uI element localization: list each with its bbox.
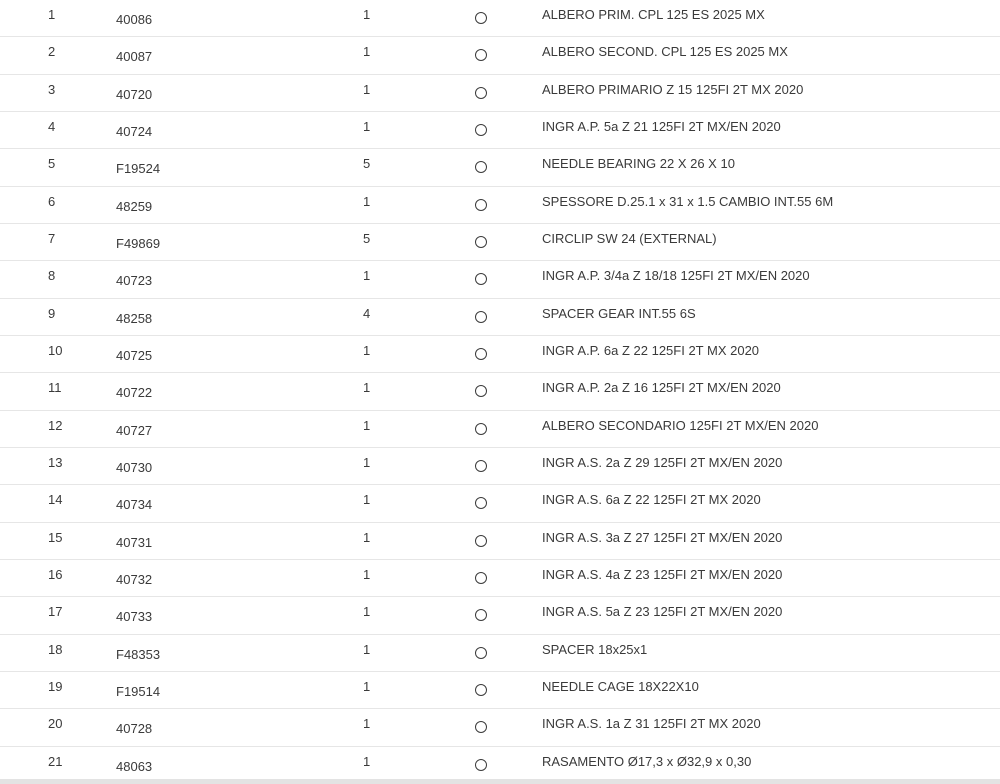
- part-description: SPESSORE D.25.1 x 31 x 1.5 CAMBIO INT.55 6M: [542, 193, 834, 209]
- table-row: [0, 373, 1000, 410]
- part-code: F49869: [116, 235, 161, 251]
- part-code: 48258: [116, 310, 153, 326]
- part-description: ALBERO PRIMARIO Z 15 125FI 2T MX 2020: [542, 81, 804, 97]
- select-radio[interactable]: [475, 12, 487, 24]
- quantity: 5: [363, 156, 371, 172]
- table-row: [0, 560, 1000, 597]
- radio-circle-icon[interactable]: [475, 236, 487, 248]
- part-description: INGR A.P. 6a Z 22 125FI 2T MX 2020: [542, 342, 760, 358]
- quantity: 5: [363, 230, 371, 246]
- quantity: 1: [363, 716, 371, 732]
- table-row: [0, 224, 1000, 261]
- part-code: 40725: [116, 347, 153, 363]
- select-radio[interactable]: [475, 348, 487, 360]
- select-radio[interactable]: [475, 49, 487, 61]
- select-radio[interactable]: [475, 423, 487, 435]
- part-description: INGR A.P. 3/4a Z 18/18 125FI 2T MX/EN 2020: [542, 268, 810, 284]
- select-radio[interactable]: [475, 460, 487, 472]
- part-description: SPACER 18x25x1: [542, 641, 648, 657]
- quantity: 1: [363, 454, 371, 470]
- radio-circle-icon[interactable]: [475, 273, 487, 285]
- part-code: 40733: [116, 609, 153, 625]
- part-code: 40732: [116, 571, 153, 587]
- part-description: INGR A.S. 5a Z 23 125FI 2T MX/EN 2020: [542, 604, 783, 620]
- select-radio[interactable]: [475, 684, 487, 696]
- radio-circle-icon[interactable]: [475, 385, 487, 397]
- part-code: 40086: [116, 12, 153, 27]
- radio-circle-icon[interactable]: [475, 87, 487, 99]
- quantity: 1: [363, 417, 371, 433]
- table-row: [0, 448, 1000, 485]
- select-radio[interactable]: [475, 124, 487, 136]
- position-number: 13: [48, 454, 63, 470]
- select-radio[interactable]: [475, 759, 487, 771]
- table-row: [0, 635, 1000, 672]
- quantity: 1: [363, 604, 371, 620]
- part-code: 40724: [116, 123, 153, 139]
- part-code: 40722: [116, 385, 153, 401]
- radio-circle-icon[interactable]: [475, 497, 487, 509]
- select-radio[interactable]: [475, 199, 487, 211]
- quantity: 1: [363, 641, 371, 657]
- position-number: 1: [48, 7, 56, 22]
- select-radio[interactable]: [475, 273, 487, 285]
- position-number: 5: [48, 156, 56, 172]
- position-number: 21: [48, 753, 63, 769]
- quantity: 4: [363, 305, 371, 321]
- part-code: F19524: [116, 161, 161, 177]
- radio-circle-icon[interactable]: [475, 12, 487, 24]
- table-row: [0, 597, 1000, 634]
- part-code: F48353: [116, 646, 161, 662]
- quantity: 1: [363, 193, 371, 209]
- select-radio[interactable]: [475, 311, 487, 323]
- position-number: 20: [48, 716, 63, 732]
- part-description: NEEDLE BEARING 22 X 26 X 10: [542, 156, 735, 172]
- radio-circle-icon[interactable]: [475, 199, 487, 211]
- select-radio[interactable]: [475, 87, 487, 99]
- select-radio[interactable]: [475, 161, 487, 173]
- position-number: 10: [48, 342, 63, 358]
- part-code: 40723: [116, 273, 153, 289]
- position-number: 8: [48, 268, 56, 284]
- position-number: 11: [48, 380, 62, 396]
- table-row: [0, 112, 1000, 149]
- quantity: 1: [363, 7, 371, 22]
- radio-circle-icon[interactable]: [475, 684, 487, 696]
- part-code: 40727: [116, 422, 153, 438]
- part-description: RASAMENTO Ø17,3 x Ø32,9 x 0,30: [542, 753, 752, 769]
- position-number: 17: [48, 604, 63, 620]
- table-row: [0, 672, 1000, 709]
- part-description: ALBERO PRIM. CPL 125 ES 2025 MX: [542, 7, 765, 22]
- quantity: 1: [363, 529, 371, 545]
- radio-circle-icon[interactable]: [475, 311, 487, 323]
- part-description: INGR A.P. 2a Z 16 125FI 2T MX/EN 2020: [542, 380, 781, 396]
- radio-circle-icon[interactable]: [475, 609, 487, 621]
- quantity: 1: [363, 118, 371, 134]
- table-row: [0, 75, 1000, 112]
- radio-circle-icon[interactable]: [475, 49, 487, 61]
- position-number: 19: [48, 678, 63, 694]
- quantity: 1: [363, 753, 371, 769]
- part-description: ALBERO SECOND. CPL 125 ES 2025 MX: [542, 44, 788, 60]
- part-code: F19514: [116, 683, 161, 699]
- table-row: [0, 709, 1000, 746]
- position-number: 14: [48, 492, 63, 508]
- part-description: INGR A.S. 1a Z 31 125FI 2T MX 2020: [542, 716, 761, 732]
- select-radio[interactable]: [475, 609, 487, 621]
- radio-circle-icon[interactable]: [475, 423, 487, 435]
- quantity: 1: [363, 81, 371, 97]
- part-code: 40728: [116, 721, 153, 737]
- position-number: 16: [48, 566, 63, 582]
- radio-circle-icon[interactable]: [475, 572, 487, 584]
- position-number: 4: [48, 118, 56, 134]
- quantity: 1: [363, 342, 371, 358]
- part-description: INGR A.P. 5a Z 21 125FI 2T MX/EN 2020: [542, 118, 781, 134]
- radio-circle-icon[interactable]: [475, 124, 487, 136]
- position-number: 2: [48, 44, 56, 60]
- quantity: 1: [363, 678, 371, 694]
- part-description: INGR A.S. 4a Z 23 125FI 2T MX/EN 2020: [542, 566, 783, 582]
- radio-circle-icon[interactable]: [475, 759, 487, 771]
- part-code: 40734: [116, 497, 153, 513]
- table-row: [0, 336, 1000, 373]
- radio-circle-icon[interactable]: [475, 348, 487, 360]
- position-number: 18: [48, 641, 63, 657]
- position-number: 12: [48, 417, 63, 433]
- part-code: 48259: [116, 198, 153, 214]
- table-row: [0, 187, 1000, 224]
- radio-circle-icon[interactable]: [475, 535, 487, 547]
- part-code: 48063: [116, 758, 153, 774]
- part-description: ALBERO SECONDARIO 125FI 2T MX/EN 2020: [542, 417, 819, 433]
- select-radio[interactable]: [475, 236, 487, 248]
- part-description: CIRCLIP SW 24 (EXTERNAL): [542, 230, 717, 246]
- table-row: [0, 37, 1000, 74]
- position-number: 6: [48, 193, 56, 209]
- table-row: [0, 299, 1000, 336]
- table-row: [0, 411, 1000, 448]
- table-row: [0, 523, 1000, 560]
- part-description: INGR A.S. 3a Z 27 125FI 2T MX/EN 2020: [542, 529, 783, 545]
- position-number: 15: [48, 529, 63, 545]
- quantity: 1: [363, 44, 371, 60]
- select-radio[interactable]: [475, 535, 487, 547]
- position-number: 9: [48, 305, 56, 321]
- part-code: 40087: [116, 49, 153, 65]
- position-number: 3: [48, 81, 56, 97]
- radio-circle-icon[interactable]: [475, 647, 487, 659]
- part-description: INGR A.S. 2a Z 29 125FI 2T MX/EN 2020: [542, 454, 783, 470]
- part-code: 40720: [116, 86, 153, 102]
- quantity: 1: [363, 268, 371, 284]
- select-radio[interactable]: [475, 497, 487, 509]
- position-number: 7: [48, 230, 56, 246]
- radio-circle-icon[interactable]: [475, 161, 487, 173]
- table-row: [0, 261, 1000, 298]
- select-radio[interactable]: [475, 721, 487, 733]
- quantity: 1: [363, 566, 371, 582]
- part-description: NEEDLE CAGE 18X22X10: [542, 678, 699, 694]
- select-radio[interactable]: [475, 572, 487, 584]
- part-description: INGR A.S. 6a Z 22 125FI 2T MX 2020: [542, 492, 761, 508]
- radio-circle-icon[interactable]: [475, 460, 487, 472]
- select-radio[interactable]: [475, 647, 487, 659]
- table-row: [0, 485, 1000, 522]
- table-row: [0, 0, 1000, 37]
- table-row: [0, 747, 1000, 784]
- part-code: 40731: [116, 534, 153, 550]
- quantity: 1: [363, 492, 371, 508]
- select-radio[interactable]: [475, 385, 487, 397]
- part-code: 40730: [116, 459, 153, 475]
- table-row: [0, 149, 1000, 186]
- part-description: SPACER GEAR INT.55 6S: [542, 305, 696, 321]
- radio-circle-icon[interactable]: [475, 721, 487, 733]
- quantity: 1: [363, 380, 371, 396]
